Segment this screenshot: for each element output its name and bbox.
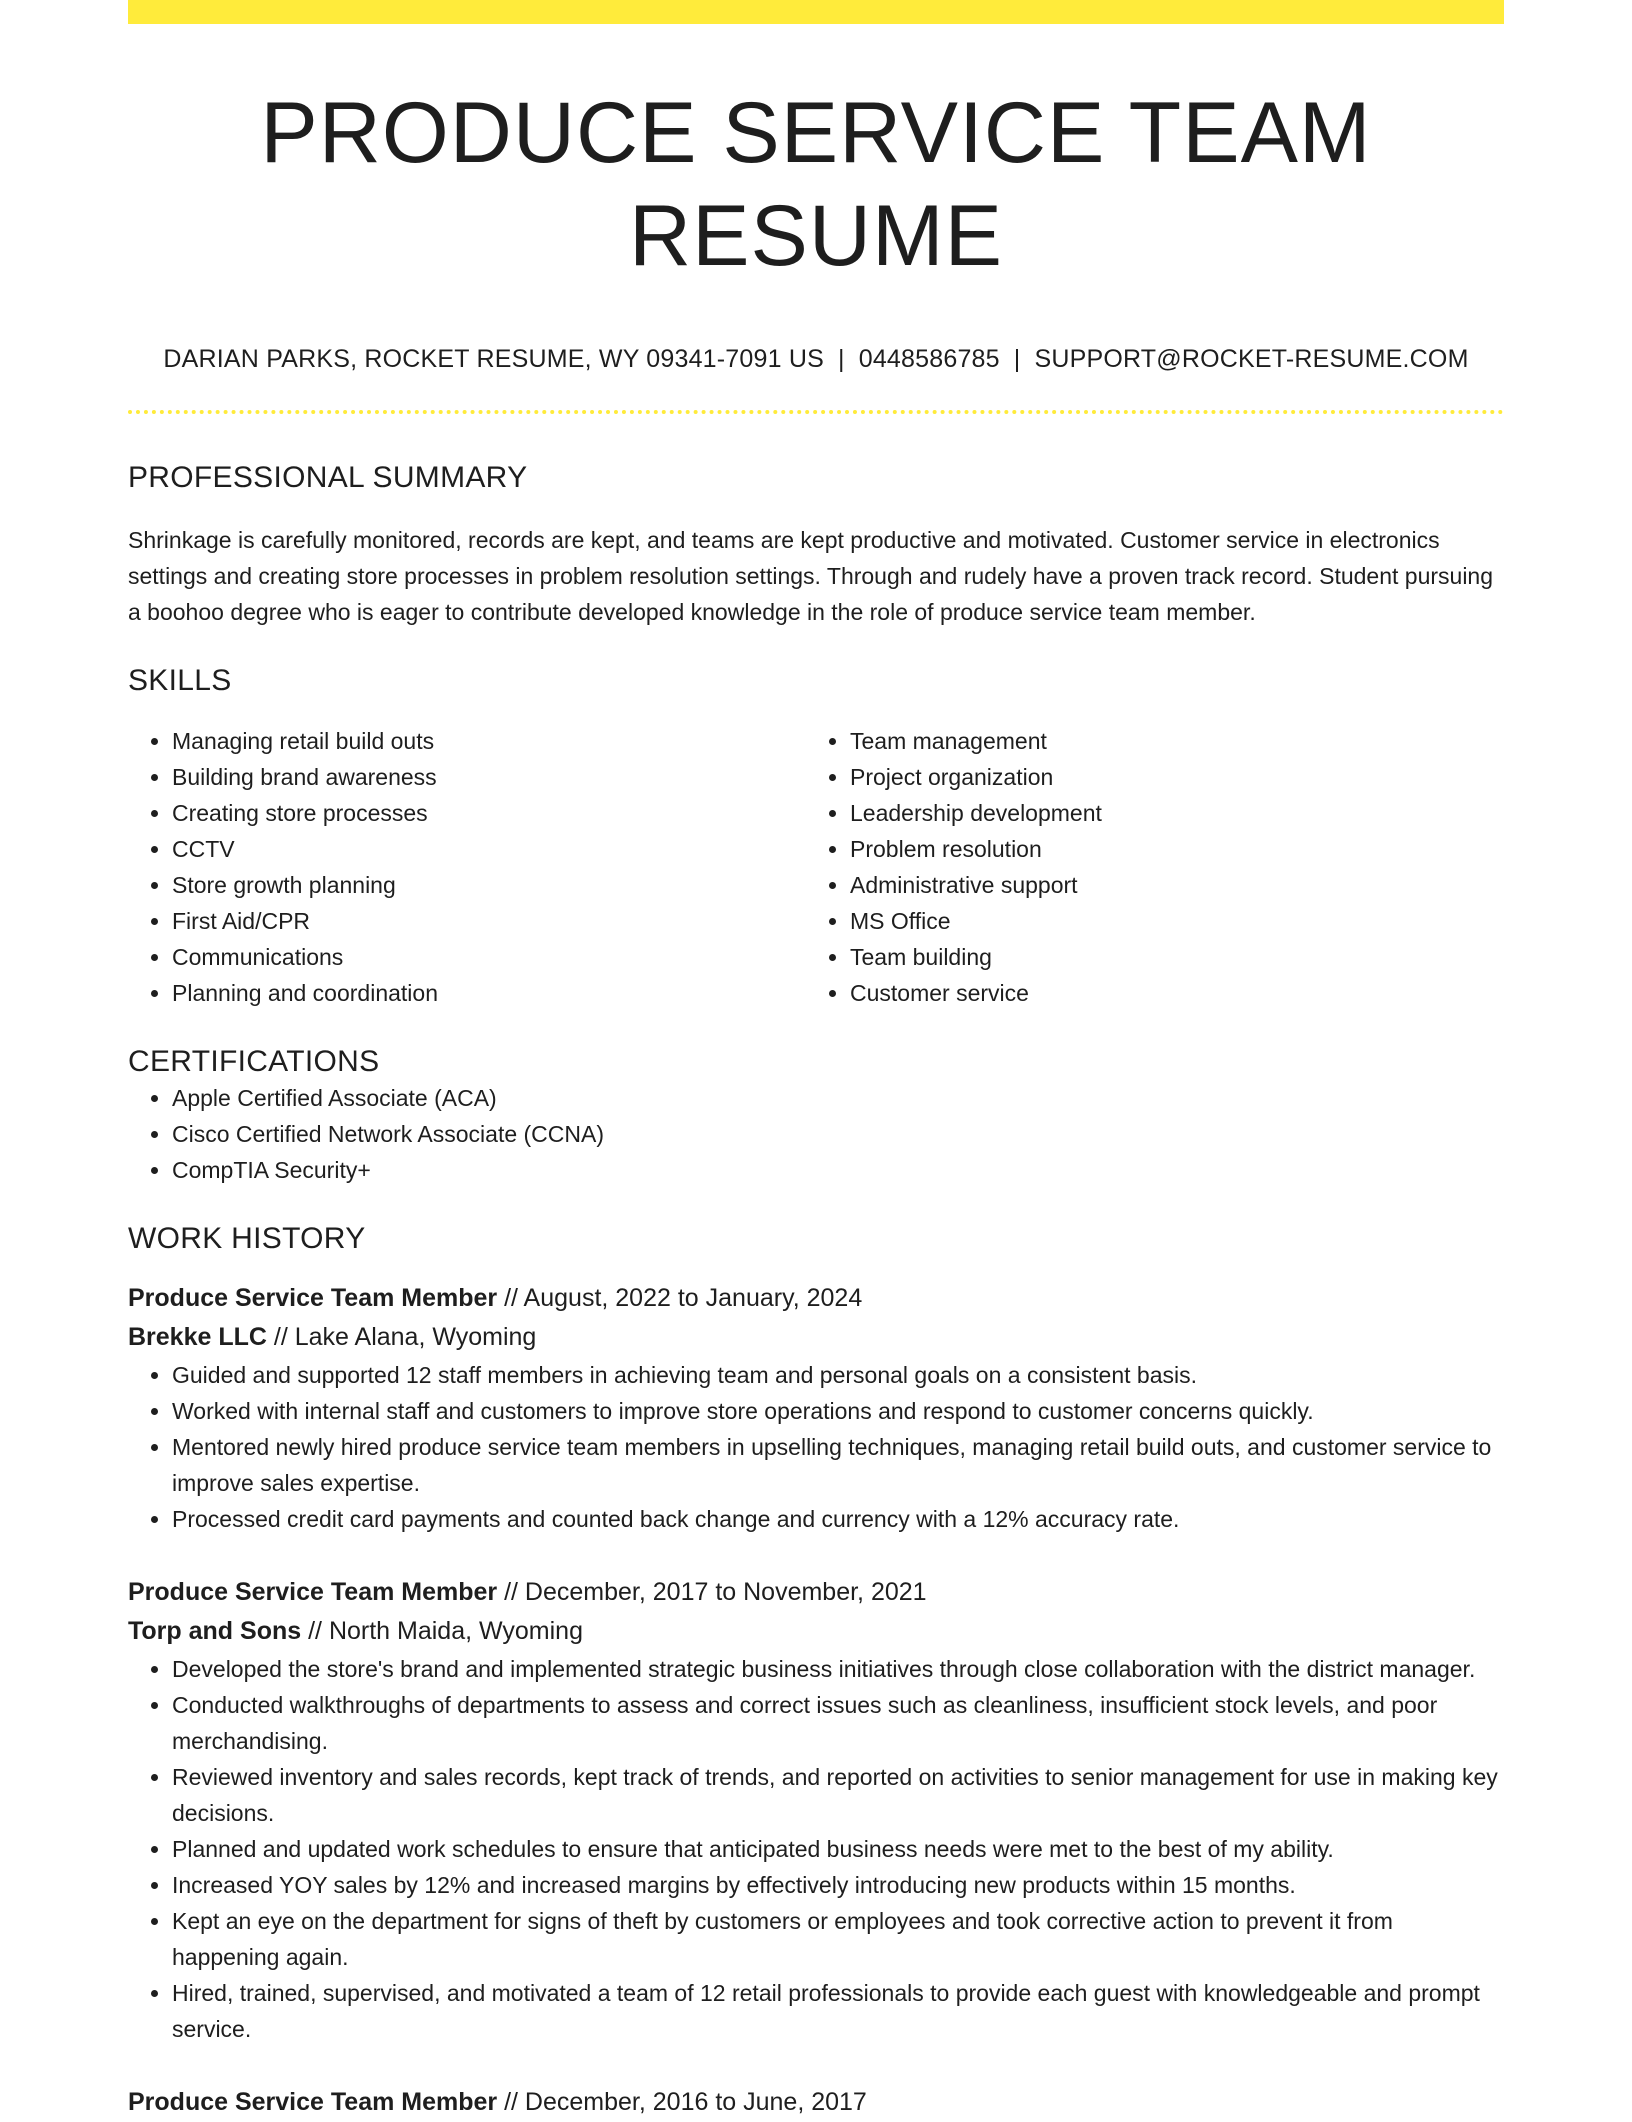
- skill-item: • MS Office: [850, 903, 1484, 939]
- job-bullet: • Guided and supported 12 staff members in achieving team and personal goals on a consistent basis.: [172, 1357, 1504, 1393]
- skills-list-right: [806, 723, 1484, 1011]
- job-bullet: • Developed the store's brand and implemented strategic business initiatives through close collaboration with the district manager.: [172, 1651, 1504, 1687]
- job-entry: [128, 1279, 1504, 1537]
- skills-grid: [128, 723, 1504, 1011]
- job-bullet: • Planned and updated work schedules to ensure that anticipated business needs were met to the best of my ability.: [172, 1831, 1504, 1867]
- contact-email: SUPPORT@ROCKET-RESUME.COM: [1034, 345, 1469, 374]
- job-bullet: • Conducted walkthroughs of departments to assess and correct issues such as cleanliness, insufficient stock levels, and poor merchandising.: [172, 1687, 1504, 1759]
- skills-heading: SKILLS: [128, 664, 232, 698]
- skill-item: • Administrative support: [850, 867, 1484, 903]
- skill-item: • Building brand awareness: [172, 759, 806, 795]
- job-bullet: • Reviewed inventory and sales records, kept track of trends, and reported on activities to senior management for use in making key decisions.: [172, 1759, 1504, 1831]
- skills-list-left: [128, 723, 806, 1011]
- accent-top-bar: [128, 0, 1504, 24]
- job-bullet: • Hired, trained, supervised, and motivated a team of 12 retail professionals to provide each guest with knowledgeable and prompt service.: [172, 1975, 1504, 2047]
- job-dates: // August, 2022 to January, 2024: [504, 1284, 863, 1313]
- skill-item: • First Aid/CPR: [172, 903, 806, 939]
- certification-item: • Cisco Certified Network Associate (CCNA): [172, 1116, 1504, 1152]
- skill-item: • Team building: [850, 939, 1484, 975]
- skill-item: • Team management: [850, 723, 1484, 759]
- certification-item: • Apple Certified Associate (ACA): [172, 1080, 1504, 1116]
- contact-separator: |: [838, 345, 845, 374]
- job-bullets: [128, 1357, 1504, 1537]
- skill-item: • Store growth planning: [172, 867, 806, 903]
- summary-heading: PROFESSIONAL SUMMARY: [128, 461, 528, 495]
- job-title-line: [128, 1573, 1504, 1612]
- job-bullet: • Processed credit card payments and counted back change and currency with a 12% accuracy rate.: [172, 1501, 1504, 1537]
- job-bullet: • Worked with internal staff and customers to improve store operations and respond to customer concerns quickly.: [172, 1393, 1504, 1429]
- dotted-divider: [128, 410, 1504, 414]
- job-entry: [128, 1573, 1504, 2047]
- skill-item: • CCTV: [172, 831, 806, 867]
- skill-item: • Managing retail build outs: [172, 723, 806, 759]
- summary-text: Shrinkage is carefully monitored, records are kept, and teams are kept productive and motivated. Customer service in electronics settings and creating store processes in problem resolution settings. Through and rudely have a proven track record. Student pursuing a boohoo degree who is eager to contribute developed knowledge in the role of produce service team member.: [128, 527, 1494, 626]
- skill-item: • Leadership development: [850, 795, 1484, 831]
- skill-item: • Customer service: [850, 975, 1484, 1011]
- skills-column-left: [128, 723, 806, 1011]
- job-bullet: • Mentored newly hired produce service team members in upselling techniques, managing retail build outs, and customer service to improve sales expertise.: [172, 1429, 1504, 1501]
- job-bullet: • Kept an eye on the department for signs of theft by customers or employees and took corrective action to prevent it from happening again.: [172, 1903, 1504, 1975]
- job-company-line: [128, 1612, 1504, 1651]
- contact-separator: |: [1013, 345, 1021, 374]
- job-title: Produce Service Team Member: [128, 2088, 498, 2117]
- job-title: Produce Service Team Member: [128, 1284, 498, 1313]
- contact-address: DARIAN PARKS, ROCKET RESUME, WY 09341-7091 US: [163, 345, 825, 374]
- certification-item: • CompTIA Security+: [172, 1152, 1504, 1188]
- job-dates: // December, 2016 to June, 2017: [504, 2088, 867, 2117]
- skill-item: • Communications: [172, 939, 806, 975]
- skill-item: • Problem resolution: [850, 831, 1484, 867]
- resume-title: PRODUCE SERVICE TEAM RESUME: [260, 85, 1372, 285]
- job-dates: // December, 2017 to November, 2021: [504, 1578, 927, 1607]
- job-location: // North Maida, Wyoming: [308, 1617, 583, 1646]
- work-history-heading: WORK HISTORY: [128, 1222, 366, 1256]
- job-bullet: • Increased YOY sales by 12% and increased margins by effectively introducing new products within 15 months.: [172, 1867, 1504, 1903]
- certifications-heading: CERTIFICATIONS: [128, 1045, 380, 1079]
- job-company: Brekke LLC: [128, 1323, 267, 1352]
- job-title-line: [128, 2083, 1504, 2122]
- skills-column-right: [806, 723, 1484, 1011]
- job-bullets: [128, 1651, 1504, 2047]
- job-title-line: [128, 1279, 1504, 1318]
- job-title: Produce Service Team Member: [128, 1578, 498, 1607]
- contact-line: [128, 344, 1504, 374]
- resume-page: [128, 0, 1504, 2122]
- skill-item: • Creating store processes: [172, 795, 806, 831]
- job-entry: [128, 2083, 1504, 2122]
- skill-item: • Project organization: [850, 759, 1484, 795]
- certifications-list: [128, 1080, 1504, 1188]
- skill-item: • Planning and coordination: [172, 975, 806, 1011]
- job-location: // Lake Alana, Wyoming: [273, 1323, 537, 1352]
- job-company-line: [128, 1318, 1504, 1357]
- job-company: Torp and Sons: [128, 1617, 302, 1646]
- contact-phone: 0448586785: [858, 345, 1000, 374]
